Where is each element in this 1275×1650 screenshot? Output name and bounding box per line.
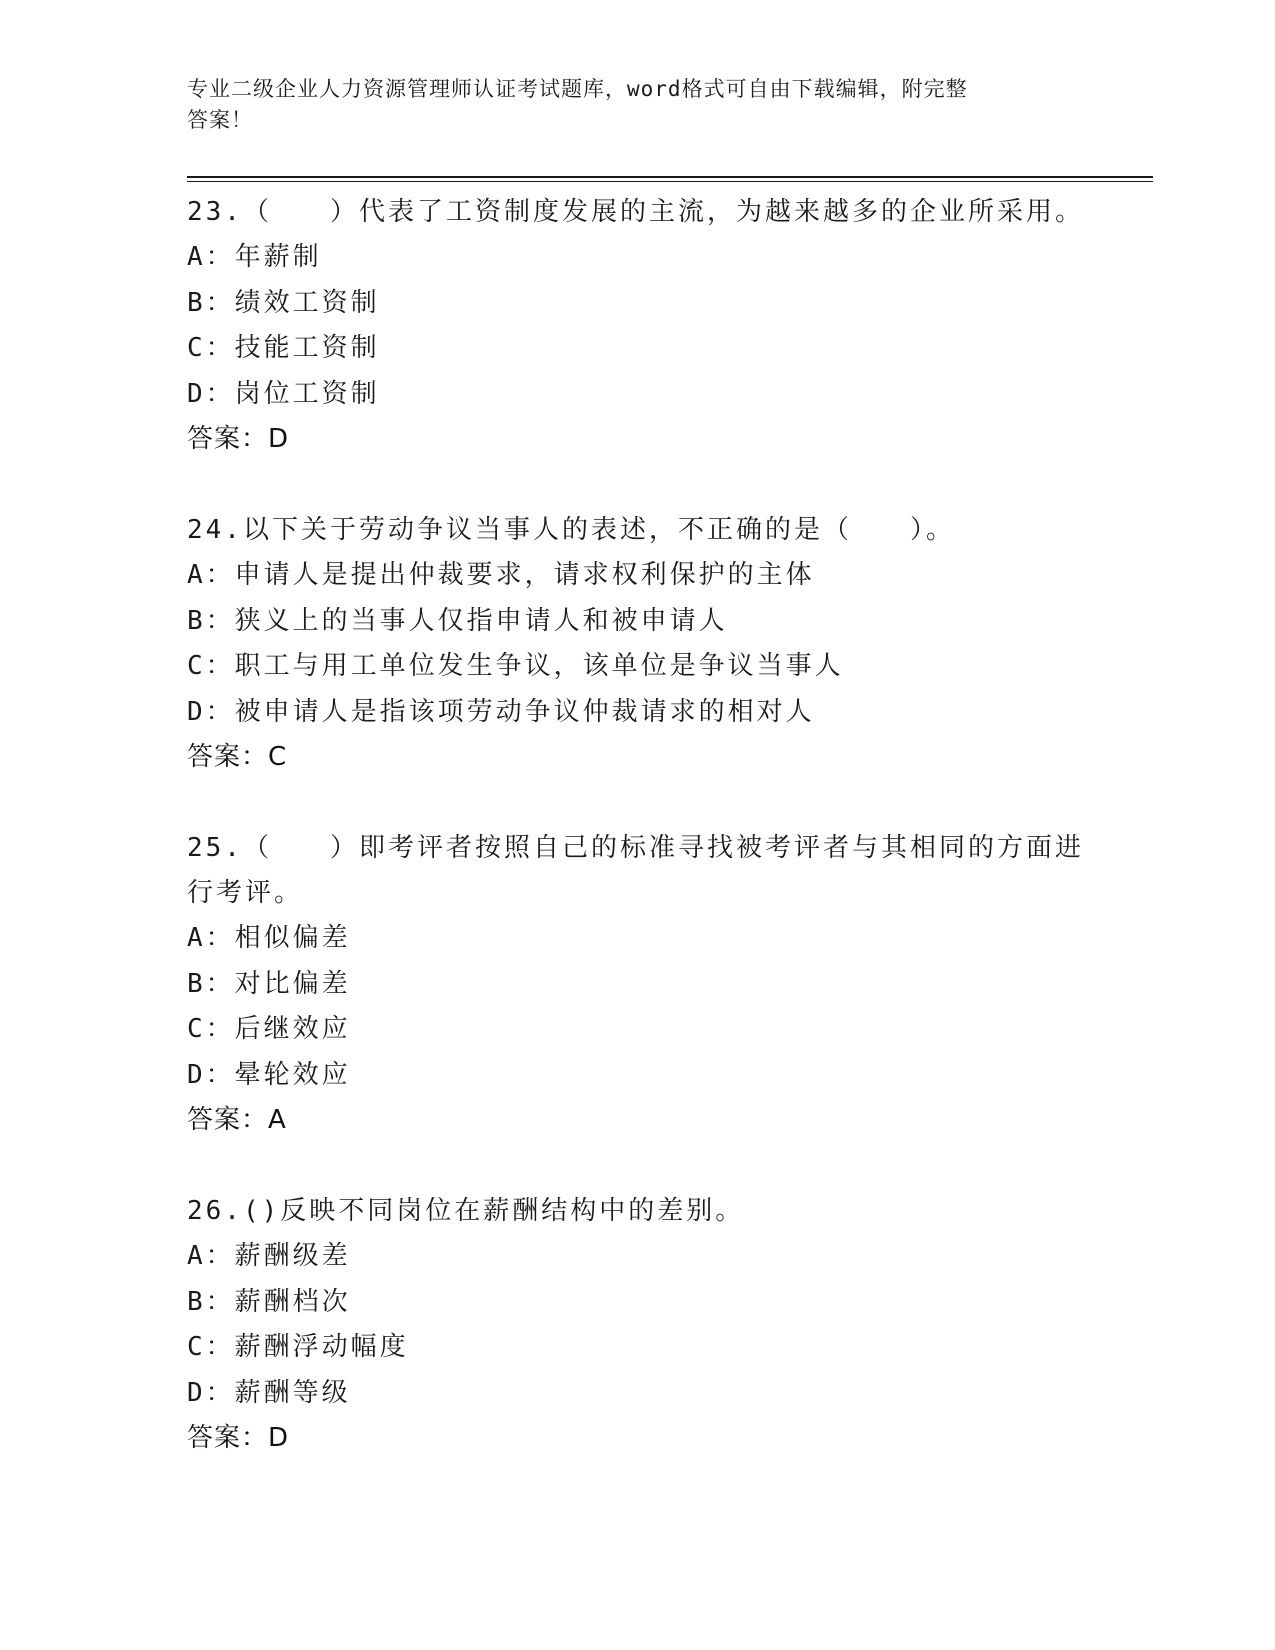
answer-label: 答案：D [187,1423,290,1453]
question-24 [187,508,1087,780]
document-header [187,74,1087,136]
option-b: B：狭义上的当事人仅指申请人和被申请人 [187,605,728,636]
answer-label: 答案：D [187,424,290,454]
question-25 [187,826,1087,1143]
question-spacer [187,1143,1087,1189]
option-b: B：绩效工资制 [187,287,380,318]
option-d: D：薪酬等级 [187,1377,351,1408]
option-a: A：相似偏差 [187,923,351,953]
option-b: B：对比偏差 [187,968,351,999]
question-spacer [187,462,1087,508]
question-stem: 25.（ ）即考评者按照自己的标准寻找被考评者与其相同的方面进行考评。 [187,833,1084,908]
question-26 [187,1189,1087,1461]
option-a: A：年薪制 [187,242,322,272]
option-c: C：技能工资制 [187,333,380,363]
answer-label: 答案：C [187,742,288,772]
header-line-2: 答案！ [187,108,253,132]
option-c: C：职工与用工单位发生争议，该单位是争议当事人 [187,651,844,681]
question-stem: 24.以下关于劳动争议当事人的表述，不正确的是（ ）。 [187,515,955,545]
option-c: C：后继效应 [187,1014,351,1044]
question-stem: 26.()反映不同岗位在薪酬结构中的差别。 [187,1196,745,1226]
header-divider-thin [187,181,1153,182]
option-d: D：晕轮效应 [187,1059,351,1090]
question-list [187,190,1087,1461]
question-spacer [187,780,1087,826]
header-divider-thick [187,176,1153,178]
option-a: A：申请人是提出仲裁要求，请求权利保护的主体 [187,560,815,590]
option-d: D：被申请人是指该项劳动争议仲裁请求的相对人 [187,696,815,727]
answer-label: 答案：A [187,1105,287,1135]
option-c: C：薪酬浮动幅度 [187,1332,409,1362]
option-a: A：薪酬级差 [187,1241,351,1271]
option-d: D：岗位工资制 [187,378,380,409]
question-23 [187,190,1087,462]
option-b: B：薪酬档次 [187,1286,351,1317]
question-stem: 23.（ ）代表了工资制度发展的主流，为越来越多的企业所采用。 [187,197,1084,227]
header-line-1: 专业二级企业人力资源管理师认证考试题库，word格式可自由下载编辑，附完整 [187,77,968,101]
